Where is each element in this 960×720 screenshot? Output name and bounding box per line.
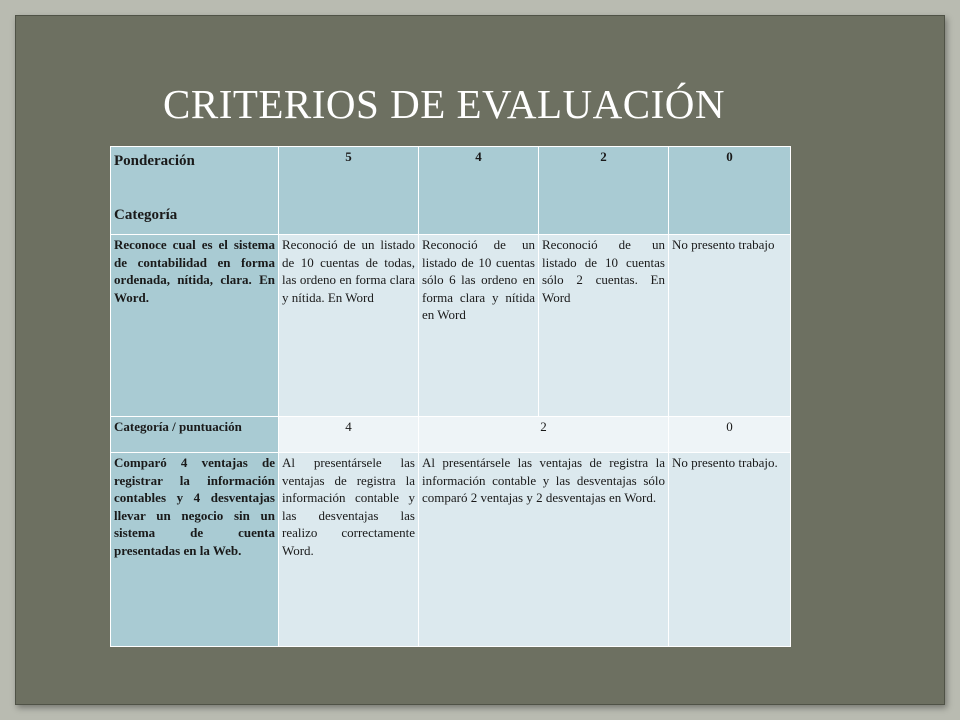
score-0-cell: No presento trabajo [669,235,791,417]
score-2-cell: Reconoció de un listado de 10 cuentas sólo 2 cuentas. En Word [539,235,669,417]
evaluation-table [110,146,791,647]
criterion-cell: Reconoce cual es el sistema de contabilidad en forma ordenada, nítida, clara. En Word. [111,235,279,417]
score-4-cell: Reconoció de un listado de 10 cuentas sólo 6 las ordeno en forma clara y nítida en Word [419,235,539,417]
header-ponderacion: Ponderación [114,153,195,169]
score-4-value: 4 [279,417,419,453]
header-label-cell [111,147,279,235]
header-score-5: 5 [279,147,419,235]
header-score-4: 4 [419,147,539,235]
score-0-cell: No presento trabajo. [669,453,791,647]
table-row [111,235,791,417]
score-2-value: 2 [419,417,669,453]
score-2-cell: Al presentársele las ventajas de registra la información contable y las desventajas sólo comparó 2 ventajas y 2 desventajas en Word. [419,453,669,647]
table-row [111,417,791,453]
score-5-cell: Reconoció de un listado de 10 cuentas de todas, las ordeno en forma clara y nítida. En Word [279,235,419,417]
header-score-0: 0 [669,147,791,235]
score-4-cell: Al presentársele las ventajas de registra la información contable y las desventajas las realizo correctamente Word. [279,453,419,647]
criterion-cell: Comparó 4 ventajas de registrar la información contables y 4 desventajas llevar un negocio sin un sistema de cuenta presentadas en la Web. [111,453,279,647]
score-0-value: 0 [669,417,791,453]
slide-title: CRITERIOS DE EVALUACIÓN [163,81,725,127]
header-score-2: 2 [539,147,669,235]
table-row [111,453,791,647]
table-header-row [111,147,791,235]
category-label-cell: Categoría / puntuación [111,417,279,453]
header-categoria: Categoría [114,206,178,223]
